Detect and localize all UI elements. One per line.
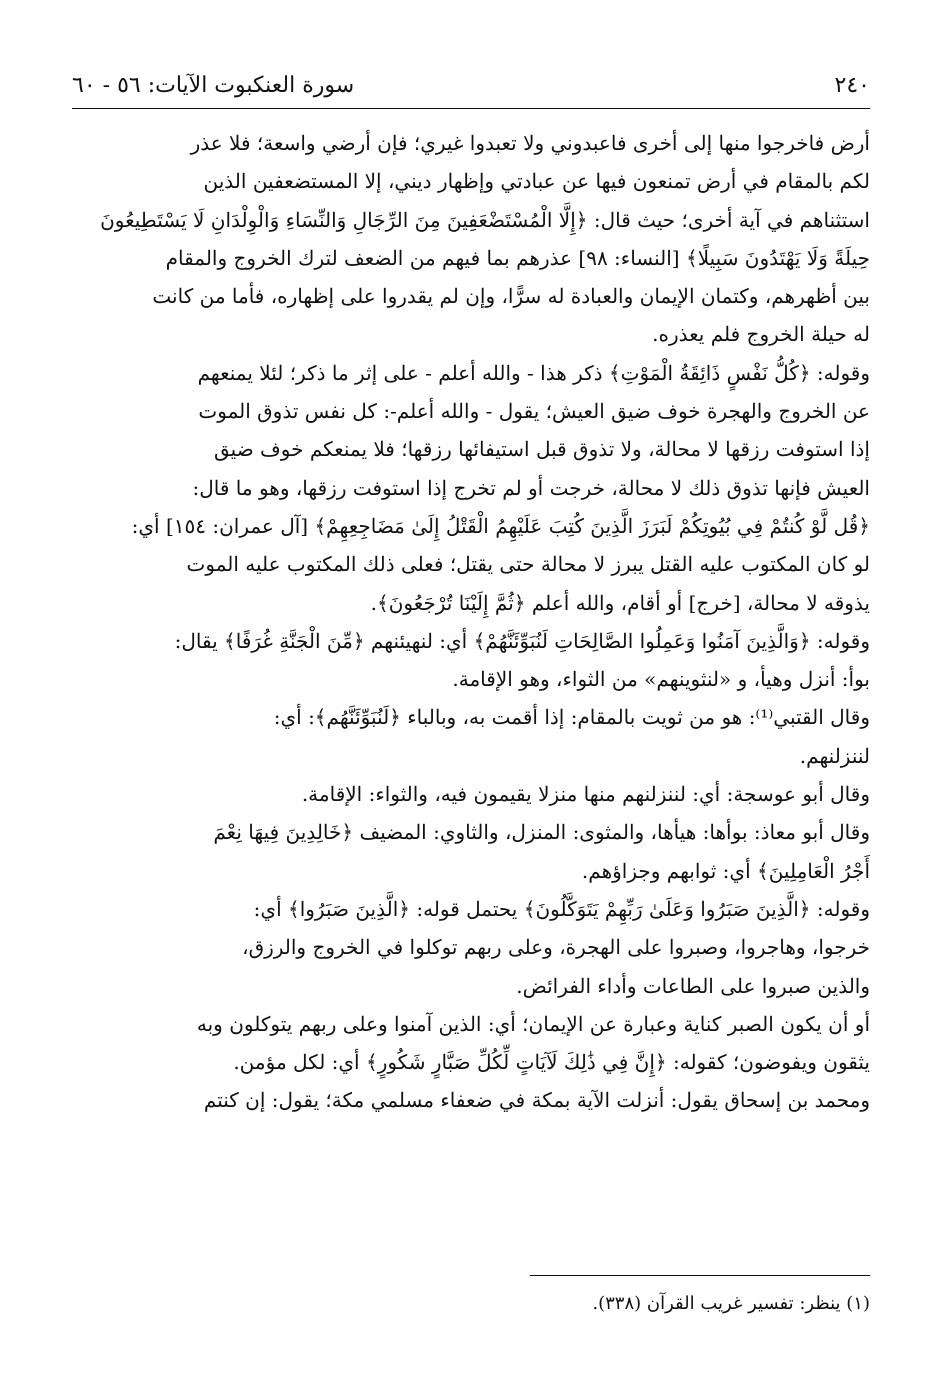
text-line: له حيلة الخروج فلم يعذره. [652, 322, 870, 347]
text-line: وقال القتبي⁽¹⁾: هو من ثويت بالمقام: إذا أقمت به، وبالباء ﴿لَنُبَوِّئَنَّهُم﴾: أي: [273, 705, 870, 730]
text-line: والذين صبروا على الطاعات وأداء الفرائض. [516, 973, 870, 998]
text-line: بين أظهرهم، وكتمان الإيمان والعبادة له سرًّا، وإن لم يقدروا على إظهاره، فأما من كانت [152, 284, 870, 309]
running-header [72, 70, 870, 102]
text-line: حِيلَةً وَلَا يَهْتَدُونَ سَبِيلًا﴾ [النساء: ٩٨] عذرهم بما فيهم من الضعف لترك الخروج والمقام [165, 245, 870, 270]
body-text [72, 124, 870, 1120]
text-line: أَجْرُ الْعَامِلِينَ﴾ أي: ثوابهم وجزاؤهم. [581, 858, 870, 883]
text-line: لو كان المكتوب عليه القتل يبرز لا محالة حتى يقتل؛ فعلى ذلك المكتوب عليه الموت [186, 552, 870, 577]
text-line: إذا استوفت رزقها لا محالة، ولا تذوق قبل استيفائها رزقها؛ فلا يمنعكم خوف ضيق [214, 437, 870, 462]
text-line: وقوله: ﴿كُلُّ نَفْسٍ ذَائِقَةُ الْمَوْتِ﴾ ذكر هذا - والله أعلم - على إثر ما ذكر؛ لئلا يمنعهم [197, 360, 870, 385]
header-rule [72, 108, 870, 109]
text-line: عن الخروج والهجرة خوف ضيق العيش؛ يقول - والله أعلم-: كل نفس تذوق الموت [198, 399, 870, 424]
text-line: وقال أبو معاذ: بوأها: هيأها، والمثوى: المنزل، والثاوي: المضيف ﴿خَالِدِينَ فِيهَا نِعْمَ [213, 820, 870, 845]
text-line: ﴿قُل لَّوْ كُنتُمْ فِي بُيُوتِكُمْ لَبَرَزَ الَّذِينَ كُتِبَ عَلَيْهِمُ الْقَتْلُ إِلَىٰ مَضَاجِعِهِمْ﴾ [آل عمران: ١٥٤] أي: [131, 513, 870, 538]
surah-title: سورة العنكبوت الآيات: ٥٦ - ٦٠ [72, 73, 355, 98]
text-line: يثقون ويفوضون؛ كقوله: ﴿إِنَّ فِي ذَٰلِكَ لَآيَاتٍ لِّكُلِّ صَبَّارٍ شَكُورٍ﴾ أي: لكل مؤمن. [233, 1050, 870, 1075]
text-line: وقال أبو عوسجة: أي: لننزلنهم منها منزلا يقيمون فيه، والثواء: الإقامة. [301, 782, 870, 807]
page-number: ٢٤٠ [834, 73, 870, 98]
text-line: لننزلنهم. [799, 743, 870, 768]
text-line: ومحمد بن إسحاق يقول: أنزلت الآية بمكة في ضعفاء مسلمي مكة؛ يقول: إن كنتم [203, 1088, 870, 1113]
text-line: العيش فإنها تذوق ذلك لا محالة، خرجت أو لم تخرج إذا استوفت رزقها، وهو ما قال: [192, 475, 870, 500]
text-line: لكم بالمقام في أرض تمنعون فيها عن عبادتي وإظهار ديني، إلا المستضعفين الذين [203, 169, 870, 194]
text-line: استثناهم في آية أخرى؛ حيث قال: ﴿إِلَّا الْمُسْتَضْعَفِينَ مِنَ الرِّجَالِ وَالنِّسَاءِ وَالْوِلْدَانِ لَا يَسْتَطِيعُونَ [100, 207, 870, 232]
text-line: أرض فاخرجوا منها إلى أخرى فاعبدوني ولا تعبدوا غيري؛ فإن أرضي واسعة؛ فلا عذر [190, 131, 870, 155]
footnote-rule [530, 1275, 870, 1276]
text-line: بوأ: أنزل وهيأ، و «لنثوينهم» من الثواء، وهو الإقامة. [452, 667, 870, 692]
text-line: وقوله: ﴿الَّذِينَ صَبَرُوا وَعَلَىٰ رَبِّهِمْ يَتَوَكَّلُونَ﴾ يحتمل قوله: ﴿الَّذِينَ صَبَرُوا﴾ أي: [253, 896, 870, 921]
text-line: خرجوا، وهاجروا، وصبروا على الهجرة، وعلى ربهم توكلوا في الخروج والرزق، [242, 935, 870, 960]
text-line: أو أن يكون الصبر كناية وعبارة عن الإيمان؛ أي: الذين آمنوا وعلى ربهم يتوكلون وبه [196, 1011, 870, 1036]
footnote: (١) ينظر: تفسير غريب القرآن (٣٣٨). [592, 1293, 870, 1314]
text-line: وقوله: ﴿وَالَّذِينَ آمَنُوا وَعَمِلُوا الصَّالِحَاتِ لَنُبَوِّئَنَّهُمْ﴾ أي: لنهيئنهم ﴿مِّنَ الْجَنَّةِ غُرَفًا﴾ يقال: [174, 628, 870, 653]
text-line: يذوقه لا محالة، [خرج] أو أقام، والله أعلم ﴿ثُمَّ إِلَيْنَا تُرْجَعُونَ﴾. [370, 590, 870, 615]
